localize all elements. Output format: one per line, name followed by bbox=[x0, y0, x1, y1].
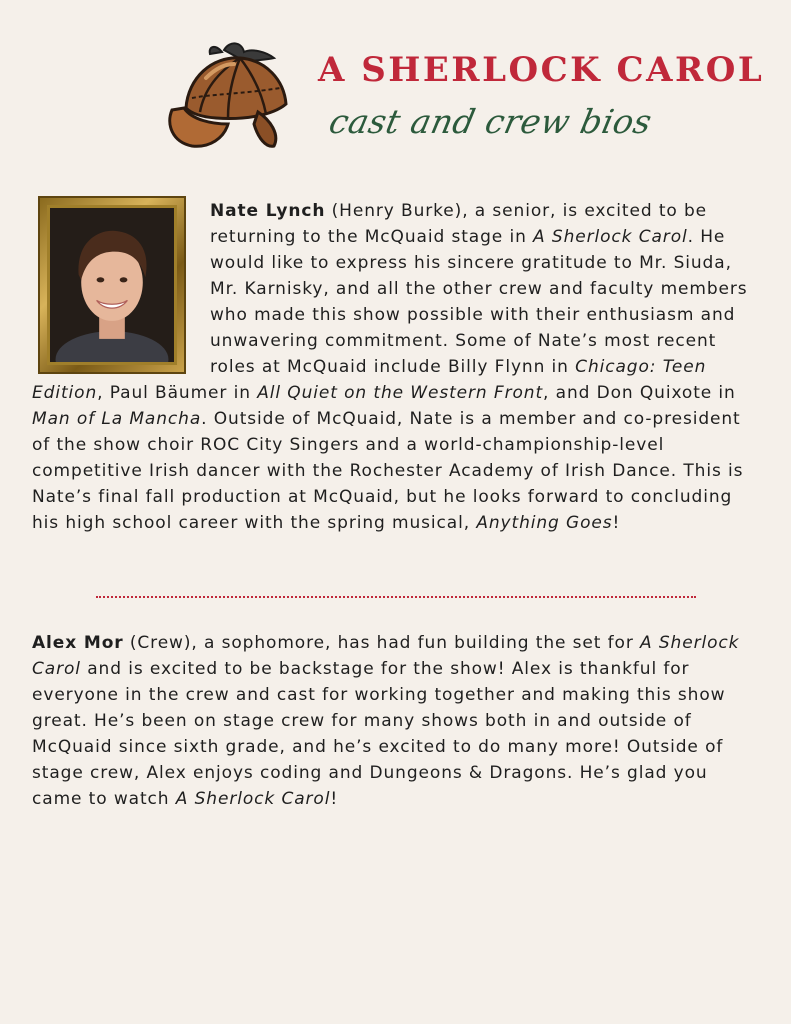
page-subtitle: cast and crew bios bbox=[325, 102, 656, 141]
deerstalker-hat-icon bbox=[162, 38, 296, 154]
bio-alex-mor: Alex Mor (Crew), a sophomore, has had fun building the set for A Sherlock Carol and is excited to be backstage for the show! Alex is thankful for everyone in the crew and cast for working together and making this show great. He’s been on stage crew for many shows both in and outside of McQuaid since sixth grade, and he’s excited to do many more! Outside of stage crew, Alex enjoys coding and Dungeons & Dragons. He’s glad you came to watch A Sherlock Carol! bbox=[32, 633, 740, 809]
page-title: A SHERLOCK CAROL bbox=[318, 50, 765, 90]
bio-name: Alex Mor bbox=[32, 633, 124, 653]
header bbox=[160, 38, 765, 158]
bio-nate-lynch: Nate Lynch (Henry Burke), a senior, is excited to be returning to the McQuaid stage in A Sherlock Carol. He would like to express his sincere gratitude to Mr. Siuda, Mr. Karnisky, and all the other crew and faculty members who made this show possible with their enthusiasm and unwavering commitment. Some of Nate’s most recent roles at McQuaid include Billy Flynn in Chicago: Teen Edition, Paul Bäumer in All Quiet on the Western Front, and Don Quixote in Man of La Mancha. Outside of McQuaid, Nate is a member and co-president of the show choir ROC City Singers and a world-championship-level competitive Irish dancer with the Rochester Academy of Irish Dance. This is Nate’s final fall production at McQuaid, but he looks forward to concluding his high school career with the spring musical, Anything Goes! bbox=[32, 201, 748, 533]
section-divider bbox=[96, 596, 696, 598]
bio-name: Nate Lynch bbox=[210, 201, 326, 221]
